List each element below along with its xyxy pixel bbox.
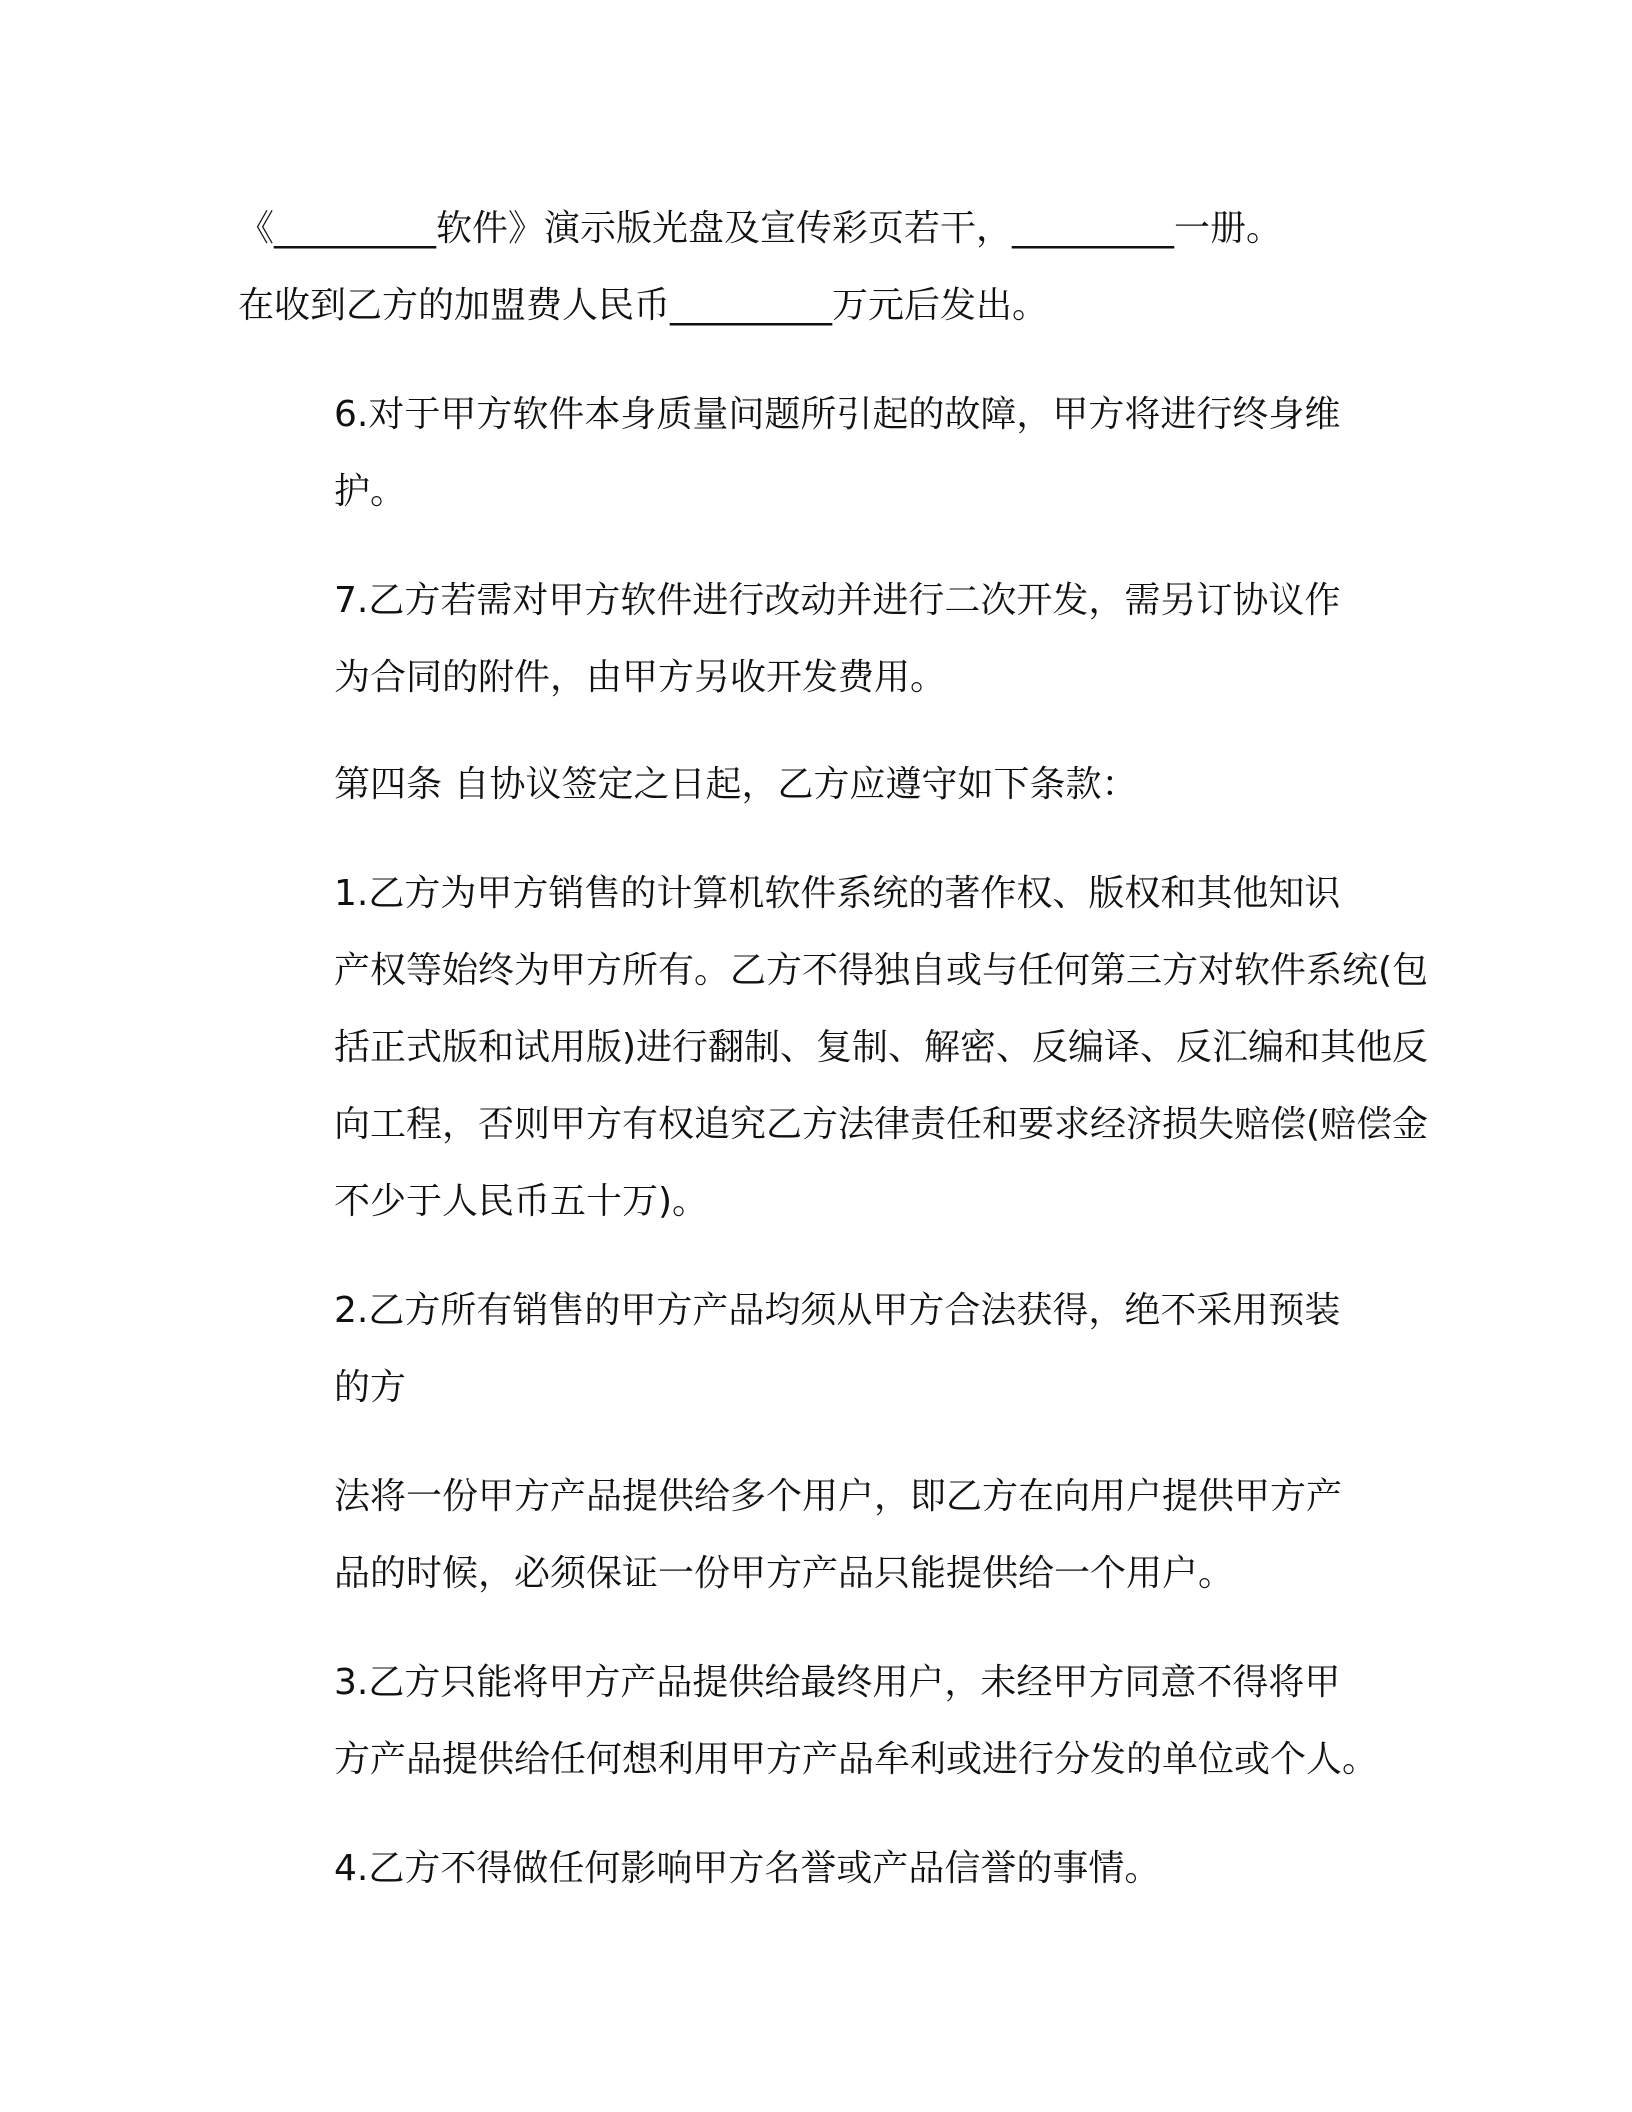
- paragraph-article4-item-2: [238, 1272, 1390, 1426]
- text-line: 6.对于甲方软件本身质量问题所引起的故障，甲方将进行终身维: [334, 394, 1341, 435]
- text-line: 括正式版和试用版)进行翻制、复制、解密、反编译、反汇编和其他反: [334, 1027, 1429, 1068]
- text-line: 法将一份甲方产品提供给多个用户，即乙方在向用户提供甲方产: [334, 1476, 1343, 1517]
- text-line: 护。: [334, 471, 407, 512]
- text-line: 《_________软件》演示版光盘及宣传彩页若干，_________一册。: [238, 208, 1283, 249]
- paragraph-materials: [238, 190, 1390, 344]
- text-line: 方产品提供给任何想利用甲方产品牟利或进行分发的单位或个人。: [334, 1739, 1379, 1780]
- text-line: 第四条 自协议签定之日起，乙方应遵守如下条款：: [334, 764, 1138, 805]
- paragraph-article4-item-4: [238, 1830, 1390, 1907]
- document-body: [238, 190, 1429, 1907]
- paragraph-clause-6: [238, 376, 1390, 530]
- text-line: 在收到乙方的加盟费人民币_________万元后发出。: [238, 285, 1049, 326]
- text-line: 品的时候，必须保证一份甲方产品只能提供给一个用户。: [334, 1553, 1235, 1594]
- text-line: 不少于人民币五十万)。: [334, 1181, 709, 1222]
- text-line: 向工程，否则甲方有权追究乙方法律责任和要求经济损失赔偿(赔偿金: [334, 1104, 1429, 1145]
- text-line: 3.乙方只能将甲方产品提供给最终用户，未经甲方同意不得将甲: [334, 1662, 1341, 1703]
- text-line: 4.乙方不得做任何影响甲方名誉或产品信誉的事情。: [334, 1848, 1161, 1889]
- text-line: 产权等始终为甲方所有。乙方不得独自或与任何第三方对软件系统(包: [334, 950, 1429, 991]
- text-line: 2.乙方所有销售的甲方产品均须从甲方合法获得，绝不采用预装: [334, 1290, 1341, 1331]
- text-line: 7.乙方若需对甲方软件进行改动并进行二次开发，需另订协议作: [334, 580, 1341, 621]
- text-line: 1.乙方为甲方销售的计算机软件系统的著作权、版权和其他知识: [334, 873, 1341, 914]
- text-line: 为合同的附件，由甲方另收开发费用。: [334, 657, 947, 698]
- paragraph-article4-item-2-continued: [238, 1458, 1390, 1612]
- section-heading-article-4: [238, 746, 1390, 823]
- paragraph-clause-7: [238, 562, 1390, 716]
- paragraph-article4-item-3: [238, 1644, 1390, 1798]
- text-line: 的方: [334, 1367, 407, 1408]
- paragraph-article4-item-1: [238, 855, 1429, 1240]
